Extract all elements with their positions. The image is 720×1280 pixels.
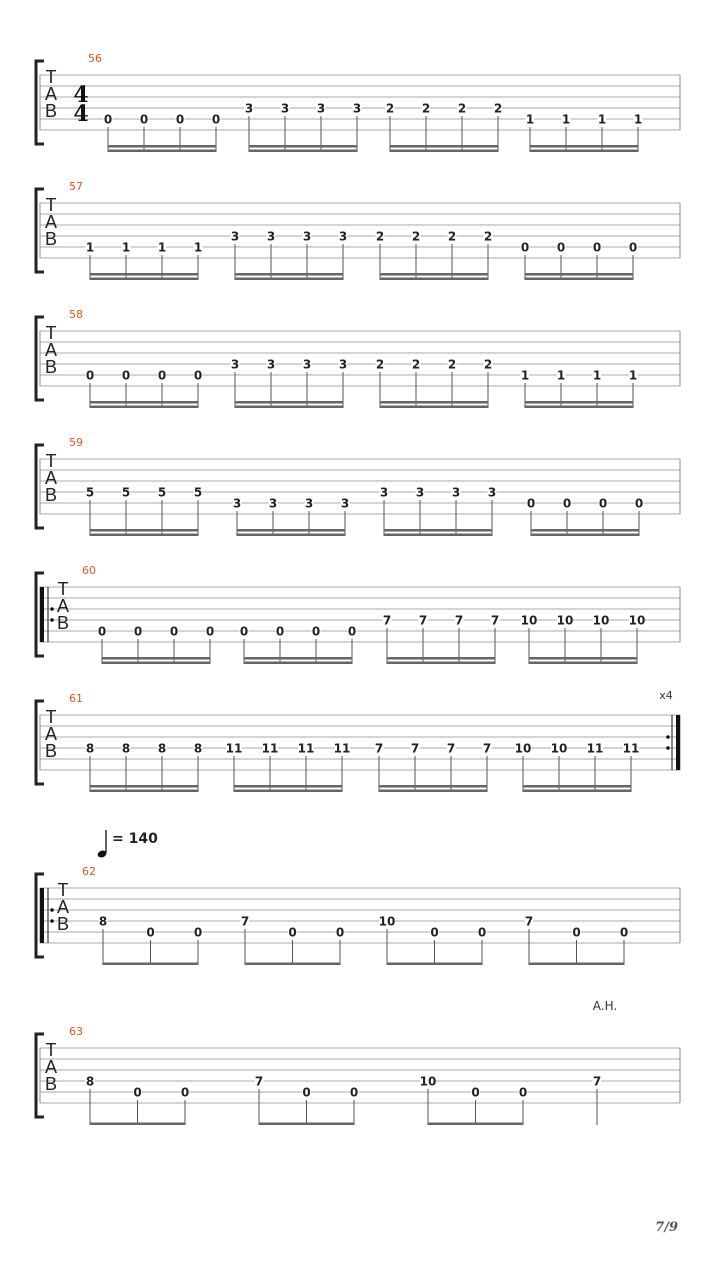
tab-clef-letter: A bbox=[44, 340, 58, 360]
beam bbox=[235, 273, 343, 276]
repeat-dot bbox=[50, 607, 54, 611]
fret-number: 3 bbox=[232, 496, 242, 511]
repeat-count: x4 bbox=[659, 689, 673, 702]
fret-number: 0 bbox=[430, 925, 439, 940]
beam bbox=[237, 529, 345, 532]
fret-number: 2 bbox=[447, 357, 457, 372]
beam bbox=[108, 145, 216, 148]
fret-number: 3 bbox=[268, 496, 278, 511]
fret-number: 7 bbox=[490, 613, 500, 628]
beam bbox=[387, 657, 495, 660]
time-signature-bottom: 4 bbox=[73, 101, 89, 127]
tab-clef-letter: B bbox=[44, 741, 58, 761]
beam bbox=[90, 406, 198, 409]
fret-number: 8 bbox=[121, 741, 131, 756]
beam bbox=[90, 401, 198, 404]
beam bbox=[531, 529, 639, 532]
beam bbox=[102, 662, 210, 665]
beam bbox=[529, 657, 637, 660]
repeat-dot bbox=[50, 618, 54, 622]
fret-number: 0 bbox=[157, 368, 167, 383]
fret-number: 7 bbox=[418, 613, 428, 628]
beam bbox=[234, 790, 342, 793]
beam bbox=[90, 1123, 185, 1126]
beam bbox=[90, 534, 198, 537]
tab-clef-letter: A bbox=[44, 212, 58, 232]
fret-number: 10 bbox=[378, 914, 396, 929]
beam bbox=[530, 150, 638, 153]
fret-number: 7 bbox=[524, 914, 534, 929]
beam bbox=[530, 145, 638, 148]
beam bbox=[235, 406, 343, 409]
fret-number: 0 bbox=[193, 368, 203, 383]
fret-number: 0 bbox=[146, 925, 155, 940]
fret-number: 2 bbox=[483, 357, 493, 372]
measure-number: 62 bbox=[82, 865, 96, 878]
fret-number: 3 bbox=[340, 496, 350, 511]
fret-number: 0 bbox=[311, 624, 321, 639]
beam bbox=[237, 534, 345, 537]
beam bbox=[380, 401, 488, 404]
fret-number: 10 bbox=[419, 1074, 437, 1089]
fret-number: 0 bbox=[239, 624, 249, 639]
fret-number: 8 bbox=[98, 914, 108, 929]
beam bbox=[525, 406, 633, 409]
tab-clef-letter: B bbox=[44, 101, 58, 121]
beam bbox=[234, 785, 342, 788]
repeat-end-thick-bar bbox=[676, 715, 680, 770]
fret-number: 1 bbox=[561, 112, 571, 127]
beam bbox=[244, 657, 352, 660]
fret-number: 0 bbox=[335, 925, 345, 940]
beam bbox=[390, 145, 498, 148]
tab-clef-letter: B bbox=[44, 229, 58, 249]
beam bbox=[245, 963, 340, 966]
tab-clef-letter: A bbox=[44, 84, 58, 104]
fret-number: 5 bbox=[193, 485, 203, 500]
beam bbox=[387, 963, 482, 966]
fret-number: 1 bbox=[193, 240, 203, 255]
tab-clef-letter: B bbox=[44, 485, 58, 505]
fret-number: 0 bbox=[180, 1085, 190, 1100]
fret-number: 2 bbox=[447, 229, 457, 244]
fret-number: 2 bbox=[375, 229, 385, 244]
measure-number: 57 bbox=[69, 180, 83, 193]
fret-number: 0 bbox=[477, 925, 487, 940]
fret-number: 3 bbox=[280, 101, 290, 116]
beam bbox=[90, 278, 198, 281]
fret-number: 1 bbox=[628, 368, 638, 383]
beam bbox=[529, 963, 624, 966]
tab-clef-letter: A bbox=[44, 1057, 58, 1077]
fret-number: 0 bbox=[572, 925, 581, 940]
fret-number: 0 bbox=[520, 240, 530, 255]
fret-number: 0 bbox=[628, 240, 638, 255]
fret-number: 11 bbox=[225, 741, 243, 756]
fret-number: 0 bbox=[169, 624, 179, 639]
fret-number: 0 bbox=[518, 1085, 528, 1100]
beam bbox=[235, 278, 343, 281]
beam bbox=[523, 790, 631, 793]
beam bbox=[390, 150, 498, 153]
beam bbox=[380, 406, 488, 409]
beam bbox=[529, 662, 637, 665]
fret-number: 0 bbox=[275, 624, 285, 639]
fret-number: 3 bbox=[415, 485, 425, 500]
fret-number: 10 bbox=[628, 613, 646, 628]
measure-number: 58 bbox=[69, 308, 83, 321]
beam bbox=[525, 278, 633, 281]
beam bbox=[90, 529, 198, 532]
fret-number: 0 bbox=[205, 624, 215, 639]
fret-number: 2 bbox=[421, 101, 431, 116]
repeat-dot bbox=[50, 908, 54, 912]
fret-number: 0 bbox=[347, 624, 357, 639]
beam bbox=[90, 273, 198, 276]
time-signature-top: 4 bbox=[73, 82, 89, 108]
fret-number: 0 bbox=[85, 368, 95, 383]
fret-number: 0 bbox=[97, 624, 107, 639]
tab-clef-letter: A bbox=[56, 897, 70, 917]
fret-number: 0 bbox=[592, 240, 602, 255]
fret-number: 1 bbox=[121, 240, 131, 255]
tab-clef-letter: B bbox=[44, 1074, 58, 1094]
fret-number: 1 bbox=[525, 112, 535, 127]
tab-clef-letter: T bbox=[57, 579, 69, 599]
fret-number: 2 bbox=[385, 101, 395, 116]
measure-number: 60 bbox=[82, 564, 96, 577]
beam bbox=[380, 273, 488, 276]
measure-number: 63 bbox=[69, 1025, 83, 1038]
artificial-harmonic-annotation: A.H. bbox=[592, 999, 618, 1013]
fret-number: 2 bbox=[411, 357, 421, 372]
fret-number: 11 bbox=[333, 741, 351, 756]
fret-number: 11 bbox=[261, 741, 279, 756]
beam bbox=[525, 273, 633, 276]
fret-number: 0 bbox=[619, 925, 629, 940]
beam bbox=[384, 534, 492, 537]
measure-number: 59 bbox=[69, 436, 83, 449]
beam bbox=[379, 790, 487, 793]
fret-number: 8 bbox=[85, 1074, 95, 1089]
fret-number: 7 bbox=[454, 613, 464, 628]
fret-number: 2 bbox=[483, 229, 493, 244]
fret-number: 0 bbox=[302, 1085, 311, 1100]
fret-number: 0 bbox=[121, 368, 131, 383]
fret-number: 0 bbox=[175, 112, 185, 127]
tab-clef-letter: T bbox=[45, 707, 57, 727]
fret-number: 10 bbox=[592, 613, 610, 628]
fret-number: 11 bbox=[586, 741, 604, 756]
tab-clef-letter: T bbox=[57, 880, 69, 900]
fret-number: 3 bbox=[352, 101, 362, 116]
beam bbox=[249, 150, 357, 153]
fret-number: 0 bbox=[349, 1085, 359, 1100]
fret-number: 7 bbox=[446, 741, 456, 756]
fret-number: 3 bbox=[338, 357, 348, 372]
beam bbox=[90, 790, 198, 793]
beam bbox=[523, 785, 631, 788]
fret-number: 7 bbox=[482, 741, 492, 756]
beam bbox=[259, 1123, 354, 1126]
repeat-dot bbox=[666, 746, 670, 750]
fret-number: 0 bbox=[133, 1085, 142, 1100]
beam bbox=[235, 401, 343, 404]
fret-number: 3 bbox=[304, 496, 314, 511]
fret-number: 0 bbox=[133, 624, 143, 639]
fret-number: 2 bbox=[375, 357, 385, 372]
fret-number: 2 bbox=[411, 229, 421, 244]
fret-number: 3 bbox=[266, 229, 276, 244]
fret-number: 3 bbox=[244, 101, 254, 116]
fret-number: 5 bbox=[157, 485, 167, 500]
measure-number: 61 bbox=[69, 692, 83, 705]
tab-clef-letter: T bbox=[45, 1040, 57, 1060]
repeat-start-thick-bar bbox=[40, 888, 44, 943]
beam bbox=[525, 401, 633, 404]
fret-number: 3 bbox=[266, 357, 276, 372]
fret-number: 3 bbox=[230, 357, 240, 372]
repeat-start-thick-bar bbox=[40, 587, 44, 642]
fret-number: 0 bbox=[556, 240, 566, 255]
fret-number: 0 bbox=[288, 925, 297, 940]
fret-number: 0 bbox=[211, 112, 221, 127]
fret-number: 11 bbox=[622, 741, 640, 756]
fret-number: 1 bbox=[592, 368, 602, 383]
fret-number: 1 bbox=[556, 368, 566, 383]
fret-number: 10 bbox=[520, 613, 538, 628]
fret-number: 2 bbox=[457, 101, 467, 116]
fret-number: 10 bbox=[514, 741, 532, 756]
fret-number: 1 bbox=[520, 368, 530, 383]
fret-number: 1 bbox=[633, 112, 643, 127]
tab-clef-letter: A bbox=[44, 724, 58, 744]
fret-number: 3 bbox=[230, 229, 240, 244]
fret-number: 3 bbox=[302, 229, 312, 244]
fret-number: 3 bbox=[302, 357, 312, 372]
fret-number: 3 bbox=[487, 485, 497, 500]
beam bbox=[108, 150, 216, 153]
fret-number: 3 bbox=[379, 485, 389, 500]
tempo-value: = 140 bbox=[112, 831, 158, 847]
fret-number: 5 bbox=[85, 485, 95, 500]
fret-number: 7 bbox=[592, 1074, 602, 1089]
beam bbox=[379, 785, 487, 788]
fret-number: 5 bbox=[121, 485, 131, 500]
fret-number: 1 bbox=[85, 240, 95, 255]
fret-number: 3 bbox=[316, 101, 326, 116]
repeat-dot bbox=[666, 735, 670, 739]
fret-number: 7 bbox=[410, 741, 420, 756]
fret-number: 8 bbox=[157, 741, 167, 756]
beam bbox=[428, 1123, 523, 1126]
beam bbox=[531, 534, 639, 537]
fret-number: 11 bbox=[297, 741, 315, 756]
fret-number: 0 bbox=[526, 496, 536, 511]
tab-clef-letter: T bbox=[45, 195, 57, 215]
fret-number: 0 bbox=[139, 112, 149, 127]
beam bbox=[244, 662, 352, 665]
fret-number: 0 bbox=[193, 925, 203, 940]
fret-number: 8 bbox=[85, 741, 95, 756]
fret-number: 0 bbox=[598, 496, 608, 511]
fret-number: 0 bbox=[634, 496, 644, 511]
fret-number: 7 bbox=[382, 613, 392, 628]
tab-clef-letter: T bbox=[45, 451, 57, 471]
beam bbox=[90, 785, 198, 788]
fret-number: 8 bbox=[193, 741, 203, 756]
tab-clef-letter: A bbox=[44, 468, 58, 488]
fret-number: 0 bbox=[562, 496, 572, 511]
fret-number: 0 bbox=[471, 1085, 480, 1100]
tab-clef-letter: B bbox=[56, 613, 70, 633]
tab-clef-letter: T bbox=[45, 323, 57, 343]
fret-number: 2 bbox=[493, 101, 503, 116]
beam bbox=[103, 963, 198, 966]
fret-number: 1 bbox=[597, 112, 607, 127]
fret-number: 7 bbox=[240, 914, 250, 929]
fret-number: 3 bbox=[338, 229, 348, 244]
beam bbox=[249, 145, 357, 148]
beam bbox=[387, 662, 495, 665]
tab-clef-letter: T bbox=[45, 67, 57, 87]
page-number: 7/9 bbox=[655, 1220, 678, 1235]
beam bbox=[380, 278, 488, 281]
fret-number: 0 bbox=[103, 112, 113, 127]
fret-number: 10 bbox=[556, 613, 574, 628]
measure-number: 56 bbox=[88, 52, 102, 65]
tab-clef-letter: B bbox=[44, 357, 58, 377]
beam bbox=[102, 657, 210, 660]
fret-number: 7 bbox=[374, 741, 384, 756]
fret-number: 10 bbox=[550, 741, 568, 756]
beam bbox=[384, 529, 492, 532]
tab-clef-letter: B bbox=[56, 914, 70, 934]
fret-number: 1 bbox=[157, 240, 167, 255]
fret-number: 7 bbox=[254, 1074, 264, 1089]
tab-clef-letter: A bbox=[56, 596, 70, 616]
repeat-dot bbox=[50, 919, 54, 923]
fret-number: 3 bbox=[451, 485, 461, 500]
